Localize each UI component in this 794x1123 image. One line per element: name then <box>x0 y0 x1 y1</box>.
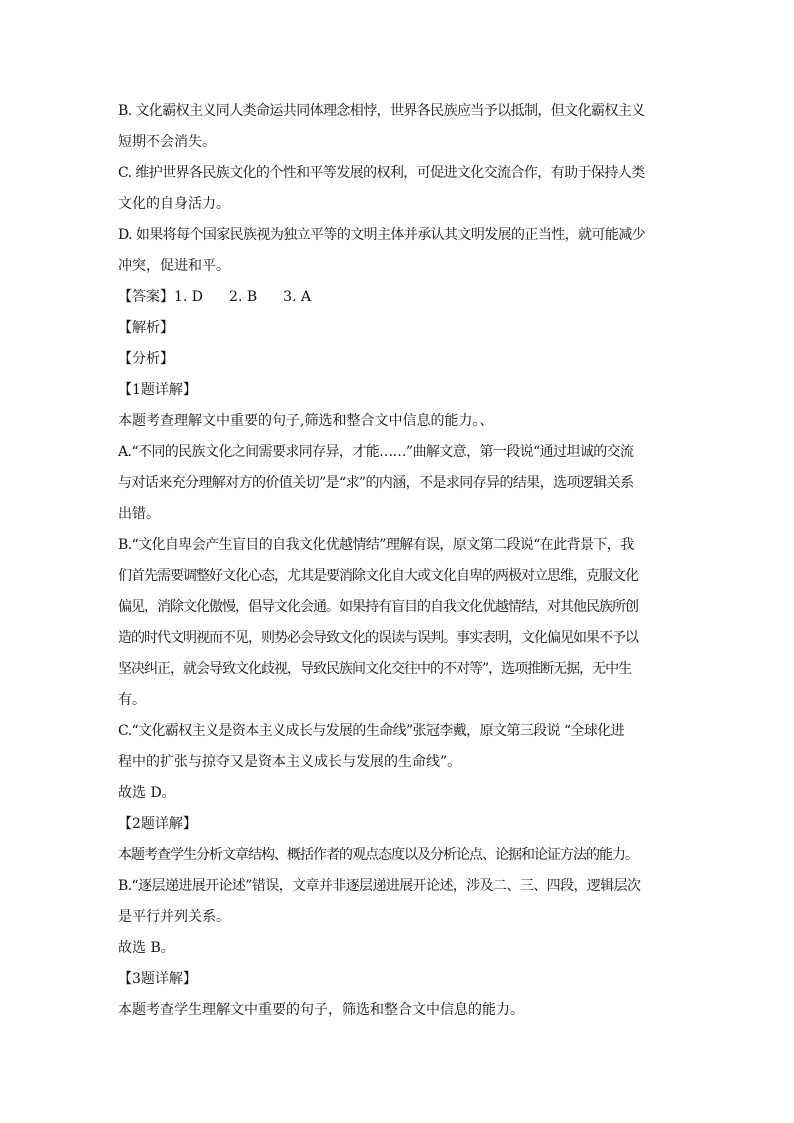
analysis-heading: 【解析】 <box>118 320 174 336</box>
q2-intro: 本题考查学生分析文章结构、概括作者的观点态度以及分析论点、论据和论证方法的能力。 <box>118 847 638 863</box>
q1-b-line-6: 有。 <box>118 692 146 708</box>
q1-conclusion: 故选 D。 <box>118 785 176 801</box>
q2-b-line-1: B.“逐层递进展开论述”错误，文章并非逐层递进展开论述，涉及二、三、四段，逻辑层次 <box>118 878 641 894</box>
answer-label: 【答案】 <box>118 289 174 305</box>
q2-conclusion: 故选 B。 <box>118 940 175 956</box>
analysis-subheading: 【分析】 <box>118 351 174 367</box>
q1-heading: 【1题详解】 <box>118 382 197 398</box>
option-d-line-1: D. 如果将每个国家民族视为独立平等的文明主体并承认其文明发展的正当性，就可能减少 <box>118 227 646 243</box>
option-b-line-2: 短期不会消失。 <box>118 134 216 150</box>
answer-item-1: 1. D <box>174 289 204 305</box>
q1-b-line-5: 坚决纠正，就会导致文化歧视，导致民族间文化交往中的不对等”，选项推断无据，无中生 <box>118 661 632 677</box>
q3-intro: 本题考查学生理解文中重要的句子，筛选和整合文中信息的能力。 <box>118 1002 524 1018</box>
option-b-line-1: B. 文化霸权主义同人类命运共同体理念相悖，世界各民族应当予以抵制，但文化霸权主义 <box>118 103 645 119</box>
q1-c-line-2: 程中的扩张与掠夺又是资本主义成长与发展的生命线”。 <box>118 754 462 770</box>
q3-heading: 【3题详解】 <box>118 971 197 987</box>
option-d-line-2: 冲突，促进和平。 <box>118 258 230 274</box>
document-page <box>118 96 678 1026</box>
answer-line <box>118 282 678 313</box>
q1-b-line-1: B.“文化自卑会产生盲目的自我文化优越情结”理解有误，原文第二段说“在此背景下，我 <box>118 537 634 553</box>
answer-item-2: 2. B <box>229 289 258 305</box>
q1-b-line-4: 造的时代文明视而不见，则势必会导致文化的误读与误判。事实表明，文化偏见如果不予以 <box>118 630 638 646</box>
option-c-line-2: 文化的自身活力。 <box>118 196 230 212</box>
q1-a-line-3: 出错。 <box>118 506 160 522</box>
q1-a-line-1: A.“不同的民族文化之间需要求同存异，才能……”曲解文意，第一段说“通过坦诚的交流 <box>118 444 634 460</box>
answer-item-3: 3. A <box>283 289 312 305</box>
q1-intro: 本题考查理解文中重要的句子,筛选和整合文中信息的能力。、 <box>118 413 494 429</box>
q1-b-line-2: 们首先需要调整好文化心态，尤其是要消除文化自大或文化自卑的两极对立思维，克服文化 <box>118 568 638 584</box>
q2-heading: 【2题详解】 <box>118 816 197 832</box>
q2-b-line-2: 是平行并列关系。 <box>118 909 230 925</box>
q1-c-line-1: C.“文化霸权主义是资本主义成长与发展的生命线”张冠李戴，原文第三段说 “全球化进 <box>118 723 624 739</box>
q1-a-line-2: 与对话来充分理解对方的价值关切”是“求”的内涵，不是求同存异的结果，选项逻辑关系 <box>118 475 634 491</box>
option-c-line-1: C. 维护世界各民族文化的个性和平等发展的权利，可促进文化交流合作，有助于保持人类 <box>118 165 645 181</box>
q1-b-line-3: 偏见，消除文化傲慢，倡导文化会通。如果持有盲目的自我文化优越情结，对其他民族所创 <box>118 599 638 615</box>
